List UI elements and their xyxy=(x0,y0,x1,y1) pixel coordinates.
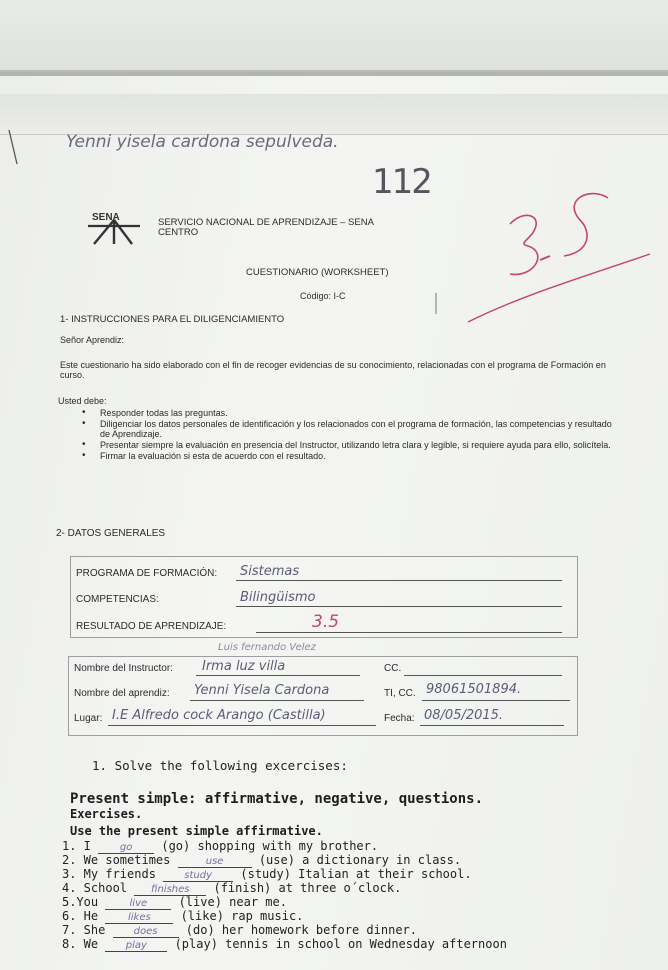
answer-field[interactable]: play xyxy=(105,941,167,952)
exercise-list xyxy=(62,840,507,952)
exercise-heading: Present simple: affirmative, negative, questions. xyxy=(70,791,484,807)
answer-field[interactable]: likes xyxy=(105,913,173,924)
answer-field[interactable]: finishes xyxy=(134,885,206,896)
page-number-handwritten: 112 xyxy=(372,162,431,202)
ti-label: TI, CC. xyxy=(384,688,416,699)
exercise-item: 3. My friends study (study) Italian at their school. xyxy=(62,867,472,881)
fecha-value: 08/05/2015. xyxy=(424,708,504,723)
intro-paragraph: Este cuestionario ha sido elaborado con el fin de recoger evidencias de su conocimiento, relacionadas con el programa de Formación en curso. xyxy=(60,360,606,380)
instruction-list xyxy=(82,408,620,462)
resultado-line xyxy=(256,632,562,633)
cc-line xyxy=(404,675,562,676)
lugar-value: I.E Alfredo cock Arango (Castilla) xyxy=(112,708,326,723)
section2-title: 2- DATOS GENERALES xyxy=(56,528,166,539)
program-label: PROGRAMA DE FORMACIÓN: xyxy=(76,568,218,579)
program-value: Sistemas xyxy=(240,564,300,579)
list-item: • Firmar la evaluación si esta de acuerdo con el resultado. xyxy=(82,451,620,461)
instructor-label: Nombre del Instructor: xyxy=(74,663,173,674)
exercise-item: 8. We play (play) tennis in school on Wednesday afternoon xyxy=(62,937,507,951)
answer-field[interactable]: go xyxy=(98,843,154,854)
ti-line xyxy=(422,700,570,701)
worksheet-page xyxy=(0,76,668,970)
exercise-item: 1. I go (go) shopping with my brother. xyxy=(62,839,379,853)
student-name-handwritten: Yenni yisela cardona sepulveda. xyxy=(66,132,339,152)
resultado-label: RESULTADO DE APRENDIZAJE: xyxy=(76,621,227,632)
aprendiz-label: Nombre del aprendiz: xyxy=(74,688,170,699)
paper-fold xyxy=(0,94,668,135)
pen-stroke-mark xyxy=(6,128,20,168)
exercise-item: 6. He likes (like) rap music. xyxy=(62,909,304,923)
red-grade-marks xyxy=(440,186,668,326)
resultado-value: 3.5 xyxy=(312,612,340,632)
must-label: Usted debe: xyxy=(58,396,107,406)
competencias-line xyxy=(236,606,562,607)
exercise-instruction: Use the present simple affirmative. xyxy=(70,824,323,838)
institution-center: CENTRO xyxy=(158,227,199,238)
doc-title: CUESTIONARIO (WORKSHEET) xyxy=(246,267,389,278)
list-item: • Responder todas las preguntas. xyxy=(82,408,620,418)
pencil-tick xyxy=(434,292,438,316)
aprendiz-value: Yenni Yisela Cardona xyxy=(194,683,330,698)
ti-value: 98061501894. xyxy=(426,682,522,697)
answer-field[interactable]: study xyxy=(163,871,233,882)
doc-code: Código: I-C xyxy=(300,291,346,301)
background-sheet xyxy=(0,0,668,72)
exercise-item: 4. School finishes (finish) at three o´clock. xyxy=(62,881,402,895)
lugar-label: Lugar: xyxy=(74,713,103,724)
exercise-item: 7. She does (do) her homework before dinner. xyxy=(62,923,417,937)
instructor-line xyxy=(196,675,360,676)
answer-field[interactable]: live xyxy=(105,899,171,910)
program-line xyxy=(236,580,562,581)
exercise-item: 2. We sometimes use (use) a dictionary in class. xyxy=(62,853,462,867)
sena-logo-text: SENA xyxy=(92,212,120,223)
instructor-value: Irma luz villa xyxy=(202,659,286,674)
institution-name: SERVICIO NACIONAL DE APRENDIZAJE – SENA xyxy=(158,217,374,228)
competencias-label: COMPETENCIAS: xyxy=(76,594,159,605)
answer-field[interactable]: does xyxy=(113,927,179,938)
exercise-intro: 1. Solve the following excercises: xyxy=(92,758,348,773)
competencias-value: Bilingüismo xyxy=(240,590,316,605)
list-item: • Diligenciar los datos personales de identificación y los relacionados con el programa de formación, las competencias y resultado de Aprendizaje. xyxy=(82,419,620,439)
fecha-line xyxy=(420,725,564,726)
greeting: Señor Aprendiz: xyxy=(60,335,125,345)
cc-label: CC. xyxy=(384,663,402,674)
answer-field[interactable]: use xyxy=(178,857,252,868)
section1-title: 1- INSTRUCCIONES PARA EL DILIGENCIAMIENTO xyxy=(60,314,285,325)
exercise-sub: Exercises. xyxy=(70,807,143,821)
aprendiz-line xyxy=(190,700,364,701)
list-item: • Presentar siempre la evaluación en presencia del Instructor, utilizando letra clara y legible, si requiere ayuda para ello, solicítela. xyxy=(82,440,620,450)
lugar-line xyxy=(108,725,376,726)
crossed-name: Luis fernando Velez xyxy=(218,642,316,653)
exercise-item: 5.You live (live) near me. xyxy=(62,895,287,909)
sena-logo xyxy=(84,210,148,246)
fecha-label: Fecha: xyxy=(384,713,415,724)
